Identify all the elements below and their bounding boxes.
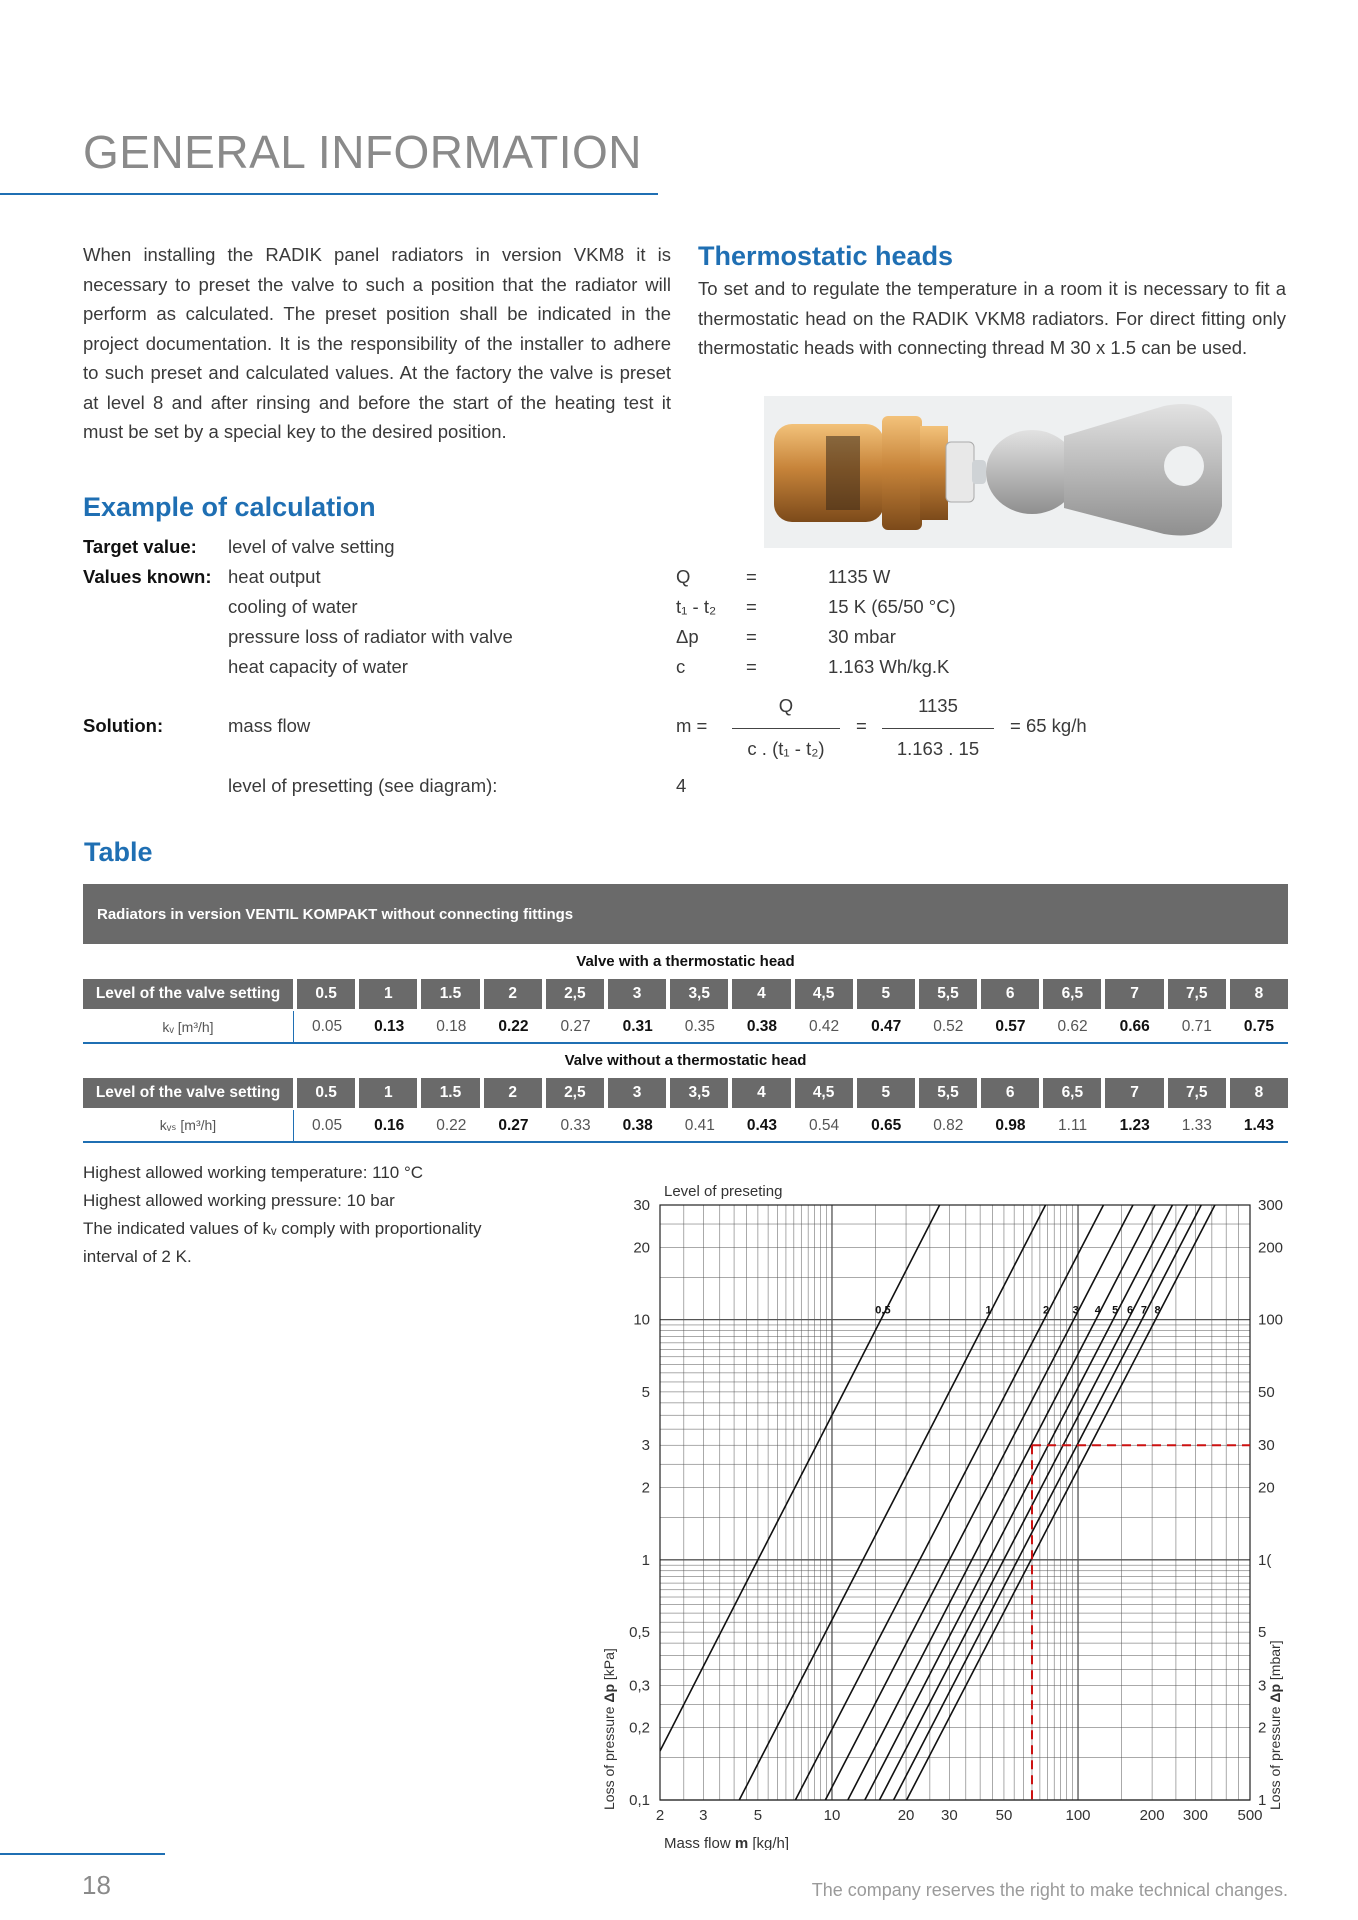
formula-denominator-2: 1.163 . 15 — [896, 738, 980, 759]
y-tick-label: 0,5 — [629, 1624, 650, 1642]
kv-cell: 0.42 — [808, 1017, 840, 1035]
note-line: The indicated values of kᵥ comply with proportionality — [83, 1219, 482, 1238]
page-number: 18 — [82, 1870, 111, 1900]
level-cell: 1 — [359, 1078, 417, 1108]
level-cell: 5 — [857, 979, 915, 1009]
kvs-cell: 1.33 — [1181, 1116, 1212, 1134]
page-title: GENERAL INFORMATION — [83, 126, 642, 178]
kvs-cell: 0.54 — [808, 1116, 840, 1134]
levels-row — [83, 1078, 1288, 1108]
x-tick-label: 50 — [995, 1807, 1013, 1824]
y2-tick-label: 100 — [1258, 1311, 1284, 1329]
x-tick-label: 200 — [1139, 1807, 1165, 1824]
series-label: 1 — [985, 1304, 992, 1317]
target-value: level of valve setting — [228, 536, 395, 557]
level-cell: 4 — [732, 1078, 790, 1108]
series-line — [865, 1202, 1174, 1800]
kv-cell: 0.38 — [746, 1017, 778, 1035]
kv-cell: 0.18 — [436, 1017, 467, 1035]
fraction-bar-1 — [732, 728, 840, 729]
known-equals: = — [746, 656, 757, 677]
x-tick-label: 2 — [655, 1807, 665, 1824]
y-axis-label-right: Loss of pressure Δp [mbar] — [1267, 1640, 1283, 1810]
calculation-heading: Example of calculation — [83, 492, 376, 522]
y-axis-label-left: Loss of pressure Δp [kPa] — [601, 1648, 617, 1810]
level-cell: 3,5 — [670, 979, 728, 1009]
level-cell: 7 — [1105, 1078, 1163, 1108]
x-axis-label: Mass flow m [kg/h] — [664, 1835, 790, 1850]
series-line — [879, 1202, 1189, 1800]
known-desc: pressure loss of radiator with valve — [228, 626, 513, 647]
level-row-label: Level of the valve setting — [83, 1078, 293, 1108]
known-value: 1135 W — [828, 566, 891, 587]
formula-numerator-1: Q — [778, 695, 794, 716]
note-line: Highest allowed working pressure: 10 bar — [83, 1191, 395, 1210]
level-row-label: Level of the valve setting — [83, 979, 293, 1009]
formula-equals: = — [856, 715, 867, 736]
kv-cell: 0.05 — [311, 1017, 343, 1035]
intro-paragraph: When installing the RADIK panel radiators in version VKM8 it is necessary to preset the valve to such a position that the radiator will perform as calculated. The preset position shall be indicated in the project documentation. It is the responsibility of the installer to adhere to such preset and calculated values. At the factory the valve is preset at level 8 and after rinsing and before the start of the heating test it must be set by a special key to the desired position. — [83, 244, 671, 442]
kv-cell: 0.47 — [871, 1017, 902, 1035]
level-cell: 4,5 — [795, 979, 853, 1009]
x-tick-label: 500 — [1237, 1807, 1263, 1824]
kvs-row-label: kᵥₛ [m³/h] — [83, 1110, 294, 1141]
known-value: 30 mbar — [828, 626, 896, 647]
y2-tick-label: 300 — [1258, 1197, 1284, 1214]
kv-cell: 0.62 — [1057, 1017, 1088, 1035]
kv-cell: 0.35 — [684, 1017, 715, 1035]
kvs-cell: 0.65 — [871, 1116, 902, 1134]
known-symbol: Δp — [676, 626, 699, 647]
level-cell: 3,5 — [670, 1078, 728, 1108]
table-heading: Table — [84, 837, 153, 867]
y2-tick-label: 50 — [1258, 1383, 1275, 1401]
level-cell: 5 — [857, 1078, 915, 1108]
kvs-cell: 0.05 — [311, 1116, 343, 1134]
y2-tick-label: 20 — [1258, 1479, 1275, 1497]
kvs-cell: 0.16 — [374, 1116, 405, 1134]
x-tick-label: 3 — [699, 1807, 708, 1824]
levels-row — [83, 979, 1288, 1009]
note-line: Highest allowed working temperature: 110 °C — [83, 1163, 424, 1182]
kvs-cell: 0.41 — [684, 1116, 715, 1134]
level-cell: 2,5 — [546, 979, 604, 1009]
kvs-cell: 0.98 — [995, 1116, 1026, 1134]
preset-value: 4 — [676, 775, 687, 796]
series-line — [894, 1202, 1203, 1800]
x-tick-label: 30 — [941, 1807, 958, 1824]
formula-result: = 65 kg/h — [1010, 715, 1087, 736]
notes — [83, 1159, 482, 1271]
kvs-cell: 0.27 — [498, 1116, 529, 1134]
y2-tick-label: 200 — [1258, 1239, 1284, 1257]
thermostatic-paragraph: To set and to regulate the temperature in a room it is necessary to fit a thermostatic head on the RADIK VKM8 radiators. For direct fitting only thermostatic heads with connecting thread M 30 x 1.5 can be used. — [698, 278, 1286, 358]
level-cell: 8 — [1230, 979, 1288, 1009]
y-tick-label: 20 — [633, 1239, 650, 1257]
known-desc: heat capacity of water — [228, 656, 408, 677]
x-tick-label: 5 — [753, 1807, 763, 1824]
level-cell: 6,5 — [1043, 1078, 1101, 1108]
solution-desc: mass flow — [228, 715, 311, 736]
footer-note: The company reserves the right to make technical changes. — [811, 1880, 1288, 1900]
known-equals: = — [746, 626, 757, 647]
footer-rule — [0, 1853, 165, 1855]
level-cell: 3 — [608, 1078, 666, 1108]
level-cell: 5,5 — [919, 1078, 977, 1108]
y2-tick-label: 5 — [1258, 1624, 1267, 1642]
series-label: 3 — [1072, 1304, 1079, 1317]
kvs-cell: 0.82 — [933, 1116, 964, 1134]
kvs-cell: 1.43 — [1243, 1116, 1275, 1134]
y-tick-label: 0,2 — [629, 1719, 650, 1737]
chart-title: Level of preseting — [664, 1183, 783, 1200]
table-banner: Radiators in version VENTIL KOMPAKT without connecting fittings — [83, 884, 1288, 944]
level-cell: 1.5 — [421, 1078, 479, 1108]
kv-cell: 0.75 — [1243, 1017, 1275, 1035]
series-label: 2 — [1043, 1304, 1050, 1317]
series-line — [795, 1202, 1105, 1800]
y-tick-label: 30 — [633, 1197, 650, 1214]
level-cell: 6 — [981, 1078, 1039, 1108]
y-tick-label: 10 — [633, 1311, 650, 1329]
target-label: Target value: — [83, 536, 197, 557]
kv-row-label: kᵥ [m³/h] — [83, 1011, 294, 1042]
known-value: 1.163 Wh/kg.K — [828, 656, 950, 677]
valve-key-photo — [764, 396, 1232, 548]
kv-cell: 0.22 — [498, 1017, 529, 1035]
known-symbol: t₁ - t₂ — [676, 596, 717, 617]
series-label: 5 — [1112, 1304, 1119, 1317]
level-cell: 7,5 — [1168, 979, 1226, 1009]
formula-m: m = — [676, 715, 708, 736]
kvs-cell: 1.23 — [1119, 1116, 1150, 1134]
level-cell: 5,5 — [919, 979, 977, 1009]
level-cell: 1 — [359, 979, 417, 1009]
known-equals: = — [746, 566, 757, 587]
series-label: 8 — [1154, 1304, 1161, 1317]
kv-cell: 0.71 — [1181, 1017, 1212, 1035]
note-line: interval of 2 K. — [83, 1247, 192, 1266]
pressure-loss-chart — [590, 1170, 1290, 1850]
known-equals: = — [746, 596, 757, 617]
y2-tick-label: 30 — [1258, 1437, 1275, 1455]
level-cell: 2 — [484, 979, 542, 1009]
kvs-cell: 0.22 — [436, 1116, 467, 1134]
y-tick-label: 3 — [641, 1437, 650, 1455]
kvs-cell: 0.38 — [622, 1116, 653, 1134]
kv-cell: 0.66 — [1119, 1017, 1150, 1035]
known-label: Values known: — [83, 566, 212, 587]
known-symbol: c — [676, 656, 686, 677]
thermostatic-heading: Thermostatic heads — [698, 241, 954, 271]
level-cell: 4 — [732, 979, 790, 1009]
x-tick-label: 100 — [1065, 1807, 1091, 1824]
plot-frame — [660, 1205, 1250, 1800]
series-label: 6 — [1127, 1304, 1134, 1317]
level-cell: 2 — [484, 1078, 542, 1108]
y2-tick-label: 3 — [1258, 1677, 1267, 1695]
table-section-title: Valve without a thermostatic head — [564, 1052, 807, 1069]
solution-label: Solution: — [83, 715, 164, 736]
known-desc: heat output — [228, 566, 321, 587]
y2-tick-label: 1( — [1258, 1551, 1272, 1569]
y-tick-label: 0,1 — [629, 1792, 650, 1809]
level-cell: 4,5 — [795, 1078, 853, 1108]
level-cell: 3 — [608, 979, 666, 1009]
kvs-cell: 0.43 — [746, 1116, 778, 1134]
y-tick-label: 0,3 — [629, 1677, 650, 1695]
x-tick-label: 300 — [1182, 1807, 1208, 1824]
series-label: 0,5 — [875, 1304, 891, 1317]
fraction-bar-2 — [882, 728, 994, 729]
formula-denominator-1: c . (t₁ - t₂) — [747, 738, 825, 759]
x-tick-label: 10 — [823, 1807, 841, 1824]
series-line — [907, 1202, 1217, 1800]
level-cell: 8 — [1230, 1078, 1288, 1108]
kvs-row — [83, 1110, 1288, 1143]
level-cell: 6 — [981, 979, 1039, 1009]
level-cell: 7 — [1105, 979, 1163, 1009]
level-cell: 6,5 — [1043, 979, 1101, 1009]
kv-cell: 0.57 — [995, 1017, 1026, 1035]
kv-cell: 0.13 — [374, 1017, 405, 1035]
level-cell: 2,5 — [546, 1078, 604, 1108]
y-tick-label: 2 — [641, 1479, 650, 1497]
kvs-cell: 1.11 — [1058, 1116, 1088, 1134]
series-label: 7 — [1140, 1304, 1148, 1317]
kvs-cell: 0.33 — [560, 1116, 591, 1134]
known-desc: cooling of water — [228, 596, 358, 617]
level-cell: 0.5 — [297, 979, 355, 1009]
y2-tick-label: 1 — [1258, 1792, 1267, 1809]
y-tick-label: 5 — [641, 1383, 650, 1401]
x-tick-label: 20 — [897, 1807, 915, 1824]
level-cell: 7,5 — [1168, 1078, 1226, 1108]
title-underline — [0, 193, 658, 195]
level-cell: 0.5 — [297, 1078, 355, 1108]
known-value: 15 K (65/50 °C) — [828, 596, 956, 617]
y-tick-label: 1 — [641, 1551, 650, 1569]
kv-row — [83, 1011, 1288, 1044]
y2-tick-label: 2 — [1258, 1719, 1267, 1737]
formula-numerator-2: 1135 — [918, 695, 958, 716]
table-section-title: Valve with a thermostatic head — [576, 953, 795, 970]
kv-cell: 0.27 — [560, 1017, 591, 1035]
level-cell: 1.5 — [421, 979, 479, 1009]
preset-desc: level of presetting (see diagram): — [228, 775, 498, 796]
series-label: 4 — [1094, 1304, 1101, 1317]
kv-cell: 0.52 — [933, 1017, 964, 1035]
known-symbol: Q — [676, 566, 691, 587]
kv-cell: 0.31 — [622, 1017, 653, 1035]
